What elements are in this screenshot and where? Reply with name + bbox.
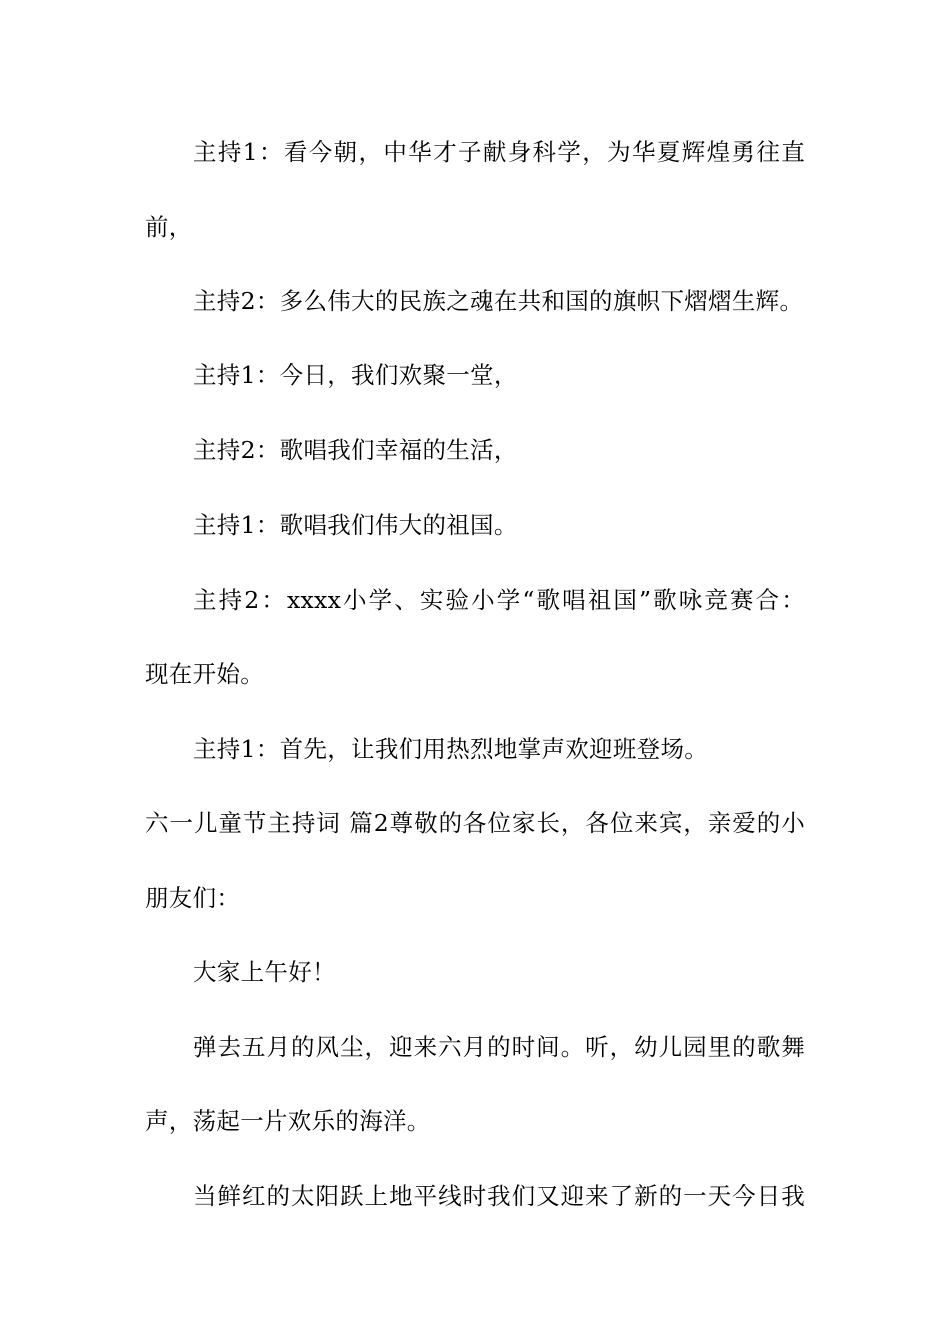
paragraph-line-14: 声，荡起一片欢乐的海洋。 [145, 1107, 431, 1135]
paragraph-line-12: 大家上午好！ [193, 958, 336, 986]
paragraph-line-8: 现在开始。 [145, 660, 264, 688]
paragraph-line-1: 主持1：看今朝，中华才子献身科学，为华夏辉煌勇往直 [193, 138, 805, 166]
paragraph-line-4: 主持1：今日，我们欢聚一堂， [193, 361, 518, 389]
paragraph-line-5: 主持2：歌唱我们幸福的生活， [193, 436, 518, 464]
paragraph-line-10: 六一儿童节主持词 篇2尊敬的各位家长，各位来宾，亲爱的小 [145, 809, 805, 837]
paragraph-line-15: 当鲜红的太阳跃上地平线时我们又迎来了新的一天今日我 [193, 1182, 805, 1210]
paragraph-line-13: 弹去五月的风尘，迎来六月的时间。听，幼儿园里的歌舞 [193, 1033, 805, 1061]
paragraph-line-2: 前， [145, 213, 193, 241]
paragraph-line-11: 朋友们： [145, 884, 241, 912]
paragraph-line-6: 主持1：歌唱我们伟大的祖国。 [193, 511, 518, 539]
paragraph-line-3: 主持2：多么伟大的民族之魂在共和国的旗帜下熠熠生辉。 [193, 287, 804, 315]
paragraph-line-7: 主持2：xxxx小学、实验小学“歌唱祖国”歌咏竞赛合： [193, 586, 805, 614]
paragraph-line-9: 主持1：首先，让我们用热烈地掌声欢迎班登场。 [193, 735, 709, 763]
